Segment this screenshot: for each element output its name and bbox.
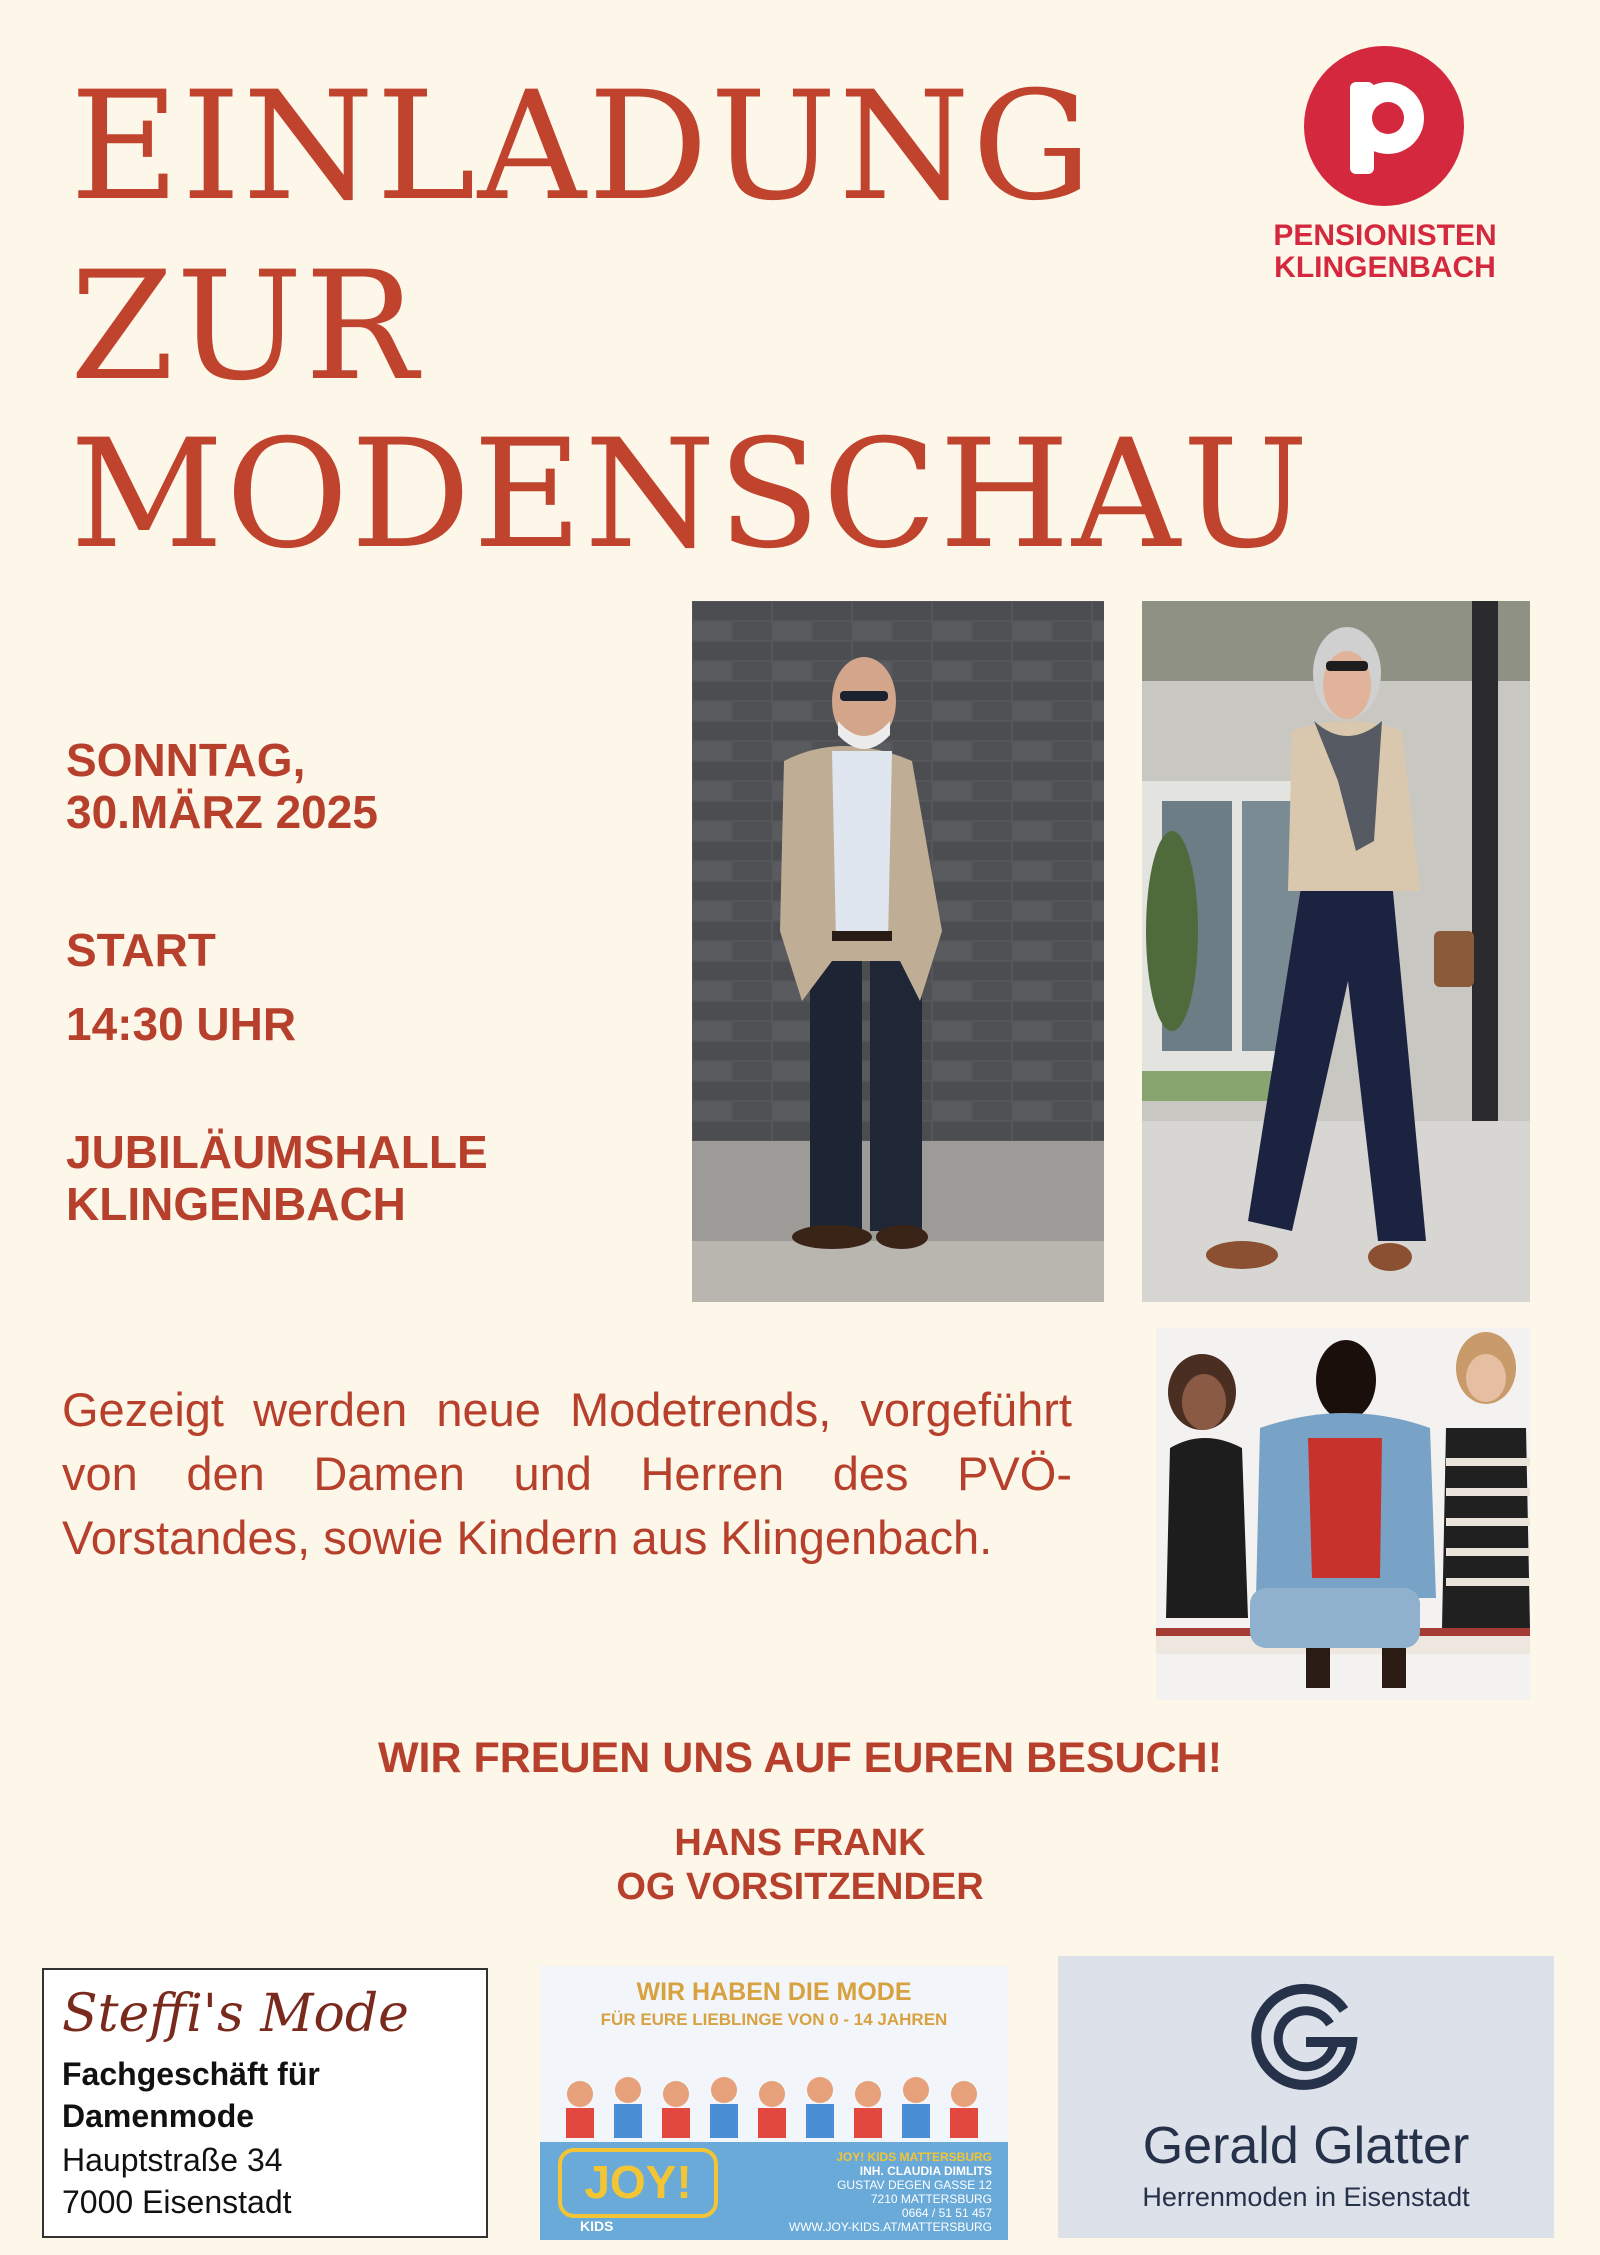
joy-address-1: GUSTAV DEGEN GASSE 12 bbox=[837, 2178, 992, 2192]
sponsor-gerald-glatter bbox=[1058, 1956, 1554, 2238]
signature-role: OG VORSITZENDER bbox=[616, 1866, 984, 1908]
photo-kids bbox=[1156, 1328, 1530, 1700]
logo-name-line-1: PENSIONISTEN bbox=[1273, 219, 1497, 252]
joy-store: JOY! KIDS MATTERSBURG bbox=[836, 2150, 992, 2164]
joy-web: WWW.JOY-KIDS.AT/MATTERSBURG bbox=[788, 2220, 992, 2234]
event-venue-line-1: JUBILÄUMSHALLE bbox=[66, 1126, 488, 1178]
steffi-street: Hauptstraße 34 bbox=[62, 2142, 283, 2178]
gerald-name: Gerald Glatter bbox=[1142, 2117, 1470, 2175]
steffi-line-1: Fachgeschäft für bbox=[62, 2056, 320, 2092]
joy-phone: 0664 / 51 51 457 bbox=[901, 2206, 992, 2220]
steffi-line-2: Damenmode bbox=[62, 2098, 255, 2134]
event-venue-line-2: KLINGENBACH bbox=[66, 1178, 406, 1230]
photo-woman bbox=[1142, 601, 1530, 1302]
joy-logo: JOY! bbox=[558, 2148, 718, 2218]
photo-man bbox=[692, 601, 1104, 1302]
closing-message: WIR FREUEN UNS AUF EUREN BESUCH! bbox=[377, 1734, 1223, 1782]
event-date: 30.MÄRZ 2025 bbox=[66, 786, 378, 838]
event-day: SONNTAG, bbox=[66, 734, 306, 786]
p-letter-icon bbox=[1304, 46, 1464, 206]
logo-name-line-2: KLINGENBACH bbox=[1274, 251, 1496, 284]
title-line-1: EINLADUNG bbox=[70, 60, 1094, 234]
joy-contact bbox=[789, 2150, 992, 2234]
sponsor-steffis-mode bbox=[42, 1968, 488, 2238]
sponsor-joy-kids bbox=[540, 1966, 1008, 2240]
joy-logo-sub: KIDS bbox=[580, 2218, 614, 2234]
signature-name: HANS FRANK bbox=[674, 1822, 926, 1864]
logo-circle bbox=[1304, 46, 1464, 206]
event-time: 14:30 UHR bbox=[66, 998, 297, 1050]
gerald-tagline: Herrenmoden in Eisenstadt bbox=[1142, 2182, 1470, 2212]
kids-illustration bbox=[550, 2044, 998, 2144]
joy-headline-1: WIR HABEN DIE MODE bbox=[636, 1978, 912, 2006]
joy-address-2: 7210 MATTERSBURG bbox=[870, 2192, 992, 2206]
title-line-3: MODENSCHAU bbox=[70, 408, 1311, 582]
event-description: Gezeigt werden neue Modetrends, vorgeführt von den Damen und Herren des PVÖ-Vorstandes, sowie Kindern aus Klingenbach. bbox=[62, 1383, 1072, 1564]
title-line-2: ZUR bbox=[70, 240, 420, 414]
joy-headline-2: FÜR EURE LIEBLINGE VON 0 - 14 JAHREN bbox=[600, 2010, 948, 2029]
joy-owner: INH. CLAUDIA DIMLITS bbox=[859, 2164, 992, 2178]
steffi-shop-name: Steffi's Mode bbox=[62, 1984, 409, 2044]
gg-logo-icon bbox=[1244, 1980, 1368, 2104]
steffi-city: 7000 Eisenstadt bbox=[62, 2184, 292, 2220]
event-start-label: START bbox=[66, 924, 216, 976]
